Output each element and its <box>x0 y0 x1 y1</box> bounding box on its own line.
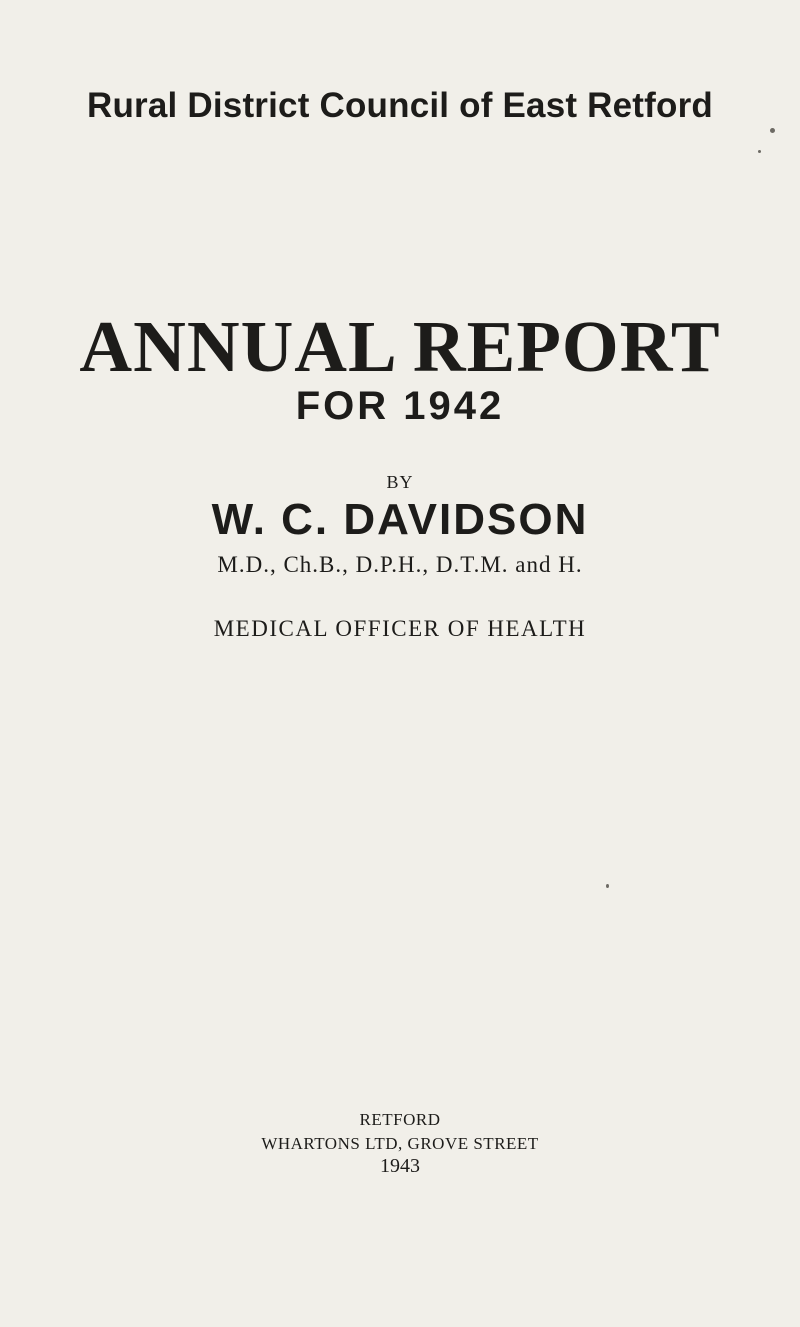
author-office: MEDICAL OFFICER OF HEALTH <box>213 616 587 641</box>
paper-speck <box>758 150 761 153</box>
paper-speck <box>606 884 609 888</box>
imprint-place: RETFORD <box>359 1110 441 1129</box>
imprint-year: 1943 <box>380 1155 420 1177</box>
council-heading: Rural District Council of East Retford <box>87 86 713 125</box>
author-qualifications: M.D., Ch.B., D.P.H., D.T.M. and H. <box>217 552 583 577</box>
author-name: W. C. DAVIDSON <box>211 495 589 544</box>
imprint-printer: WHARTONS LTD, GROVE STREET <box>261 1134 539 1153</box>
report-title: ANNUAL REPORT <box>79 306 721 387</box>
report-year: FOR 1942 <box>295 384 505 428</box>
paper-speck <box>770 128 775 133</box>
by-label: BY <box>386 472 414 492</box>
